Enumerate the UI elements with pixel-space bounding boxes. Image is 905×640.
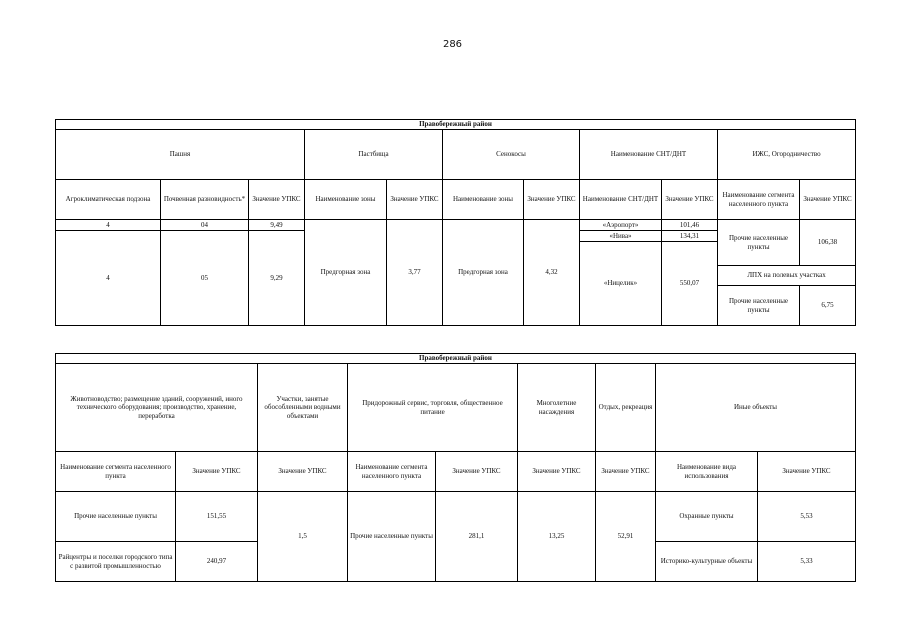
column-header-value: Значение УПКС [249,180,305,220]
cell-livestock-segment: Прочие населенные пункты [56,492,176,542]
cell-snt-name: «Нива» [580,231,662,242]
column-header-agro-zone: Агроклиматическая подзона [56,180,161,220]
cell-livestock-value: 240,97 [176,542,258,582]
cell-roadside-value: 281,1 [436,492,518,582]
cell-snt-name: «Ницелик» [580,242,662,326]
cell-hay-value: 4,32 [524,220,580,326]
cell-lph-value: 6,75 [800,286,856,326]
column-header-value: Значение УПКС [436,452,518,492]
column-header-segment-name: Наименование сегмента населенного пункта [348,452,436,492]
group-header-hayfields: Сенокосы [443,130,580,180]
column-header-value: Значение УПКС [758,452,856,492]
cell-pasture-value: 3,77 [387,220,443,326]
table-title: Правобережный район [56,354,856,364]
column-header-value: Значение УПКС [662,180,718,220]
column-header-snt-name: Наименование СНТ/ДНТ [580,180,662,220]
cell-agro-zone: 4 [56,231,161,326]
group-header-livestock: Животноводство; размещение зданий, сооружений, иного технического оборудования; производство, хранение, переработка [56,364,258,452]
group-header-perennial: Многолетние насаждения [518,364,596,452]
cell-snt-name: «Аэропорт» [580,220,662,231]
cell-livestock-value: 151,55 [176,492,258,542]
cell-snt-value: 101,46 [662,220,718,231]
column-header-value: Значение УПКС [524,180,580,220]
group-header-other: Иные объекты [656,364,856,452]
cell-perennial-value: 13,25 [518,492,596,582]
column-header-soil-variety: Почвенная разновидность* [161,180,249,220]
group-header-roadside: Придорожный сервис, торговля, общественное питание [348,364,518,452]
cell-other-value: 5,53 [758,492,856,542]
cell-soil-variety: 04 [161,220,249,231]
group-header-recreation: Отдых, рекреация [596,364,656,452]
page-number: 286 [442,39,463,50]
cell-lph-segment: Прочие населенные пункты [718,286,800,326]
column-header-value: Значение УПКС [518,452,596,492]
group-header-pasture: Пастбища [305,130,443,180]
table-title: Правобережный район [56,120,856,130]
column-header-value: Значение УПКС [596,452,656,492]
cell-snt-value: 550,07 [662,242,718,326]
column-header-value: Значение УПКС [176,452,258,492]
cell-snt-value: 134,31 [662,231,718,242]
column-header-zone-name: Наименование зоны [305,180,387,220]
cell-izhs-segment: Прочие населенные пункты [718,220,800,266]
column-header-value: Значение УПКС [258,452,348,492]
cell-izhs-value: 106,38 [800,220,856,266]
cell-other-use-type: Охранные пункты [656,492,758,542]
cell-livestock-segment: Райцентры и поселки городского типа с развитой промышленностью [56,542,176,582]
valuation-table-agricultural [55,119,856,326]
cell-recreation-value: 52,91 [596,492,656,582]
cell-soil-variety: 05 [161,231,249,326]
group-header-izhs: ИЖС, Огородничество [718,130,856,180]
cell-agro-zone: 4 [56,220,161,231]
cell-pasture-zone: Предгорная зона [305,220,387,326]
group-header-snt: Наименование СНТ/ДНТ [580,130,718,180]
cell-lph-header: ЛПХ на полевых участках [718,266,856,286]
column-header-segment-name: Наименование сегмента населенного пункта [718,180,800,220]
cell-hay-zone: Предгорная зона [443,220,524,326]
cell-value: 9,49 [249,220,305,231]
group-header-water: Участки, занятые обособленными водными объектами [258,364,348,452]
cell-water-value: 1,5 [258,492,348,582]
cell-other-value: 5,33 [758,542,856,582]
column-header-use-type: Наименование вида использования [656,452,758,492]
column-header-zone-name: Наименование зоны [443,180,524,220]
cell-roadside-segment: Прочие населенные пункты [348,492,436,582]
column-header-value: Значение УПКС [800,180,856,220]
valuation-table-other-uses [55,353,856,582]
cell-other-use-type: Историко-культурные объекты [656,542,758,582]
column-header-segment-name: Наименование сегмента населенного пункта [56,452,176,492]
group-header-arable: Пашня [56,130,305,180]
column-header-value: Значение УПКС [387,180,443,220]
cell-value: 9,29 [249,231,305,326]
